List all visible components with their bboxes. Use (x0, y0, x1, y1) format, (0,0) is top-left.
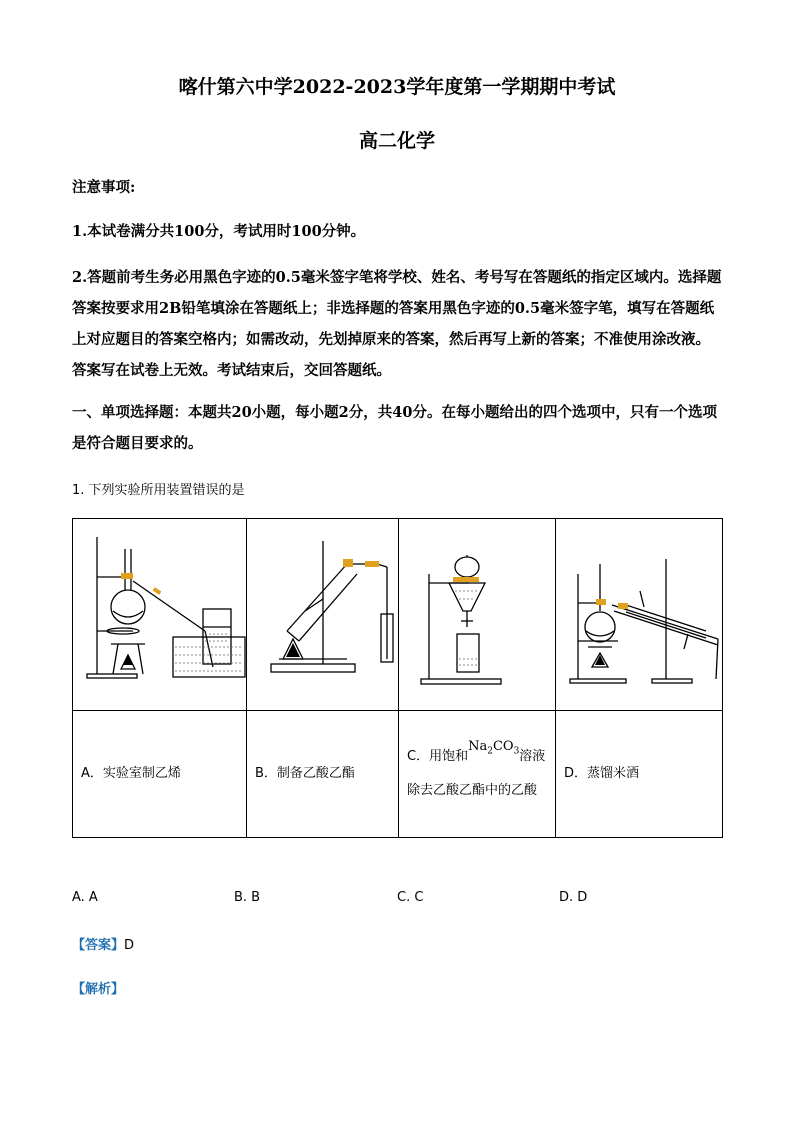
separation-apparatus-drawing (399, 519, 556, 710)
distillation-apparatus-drawing (556, 519, 723, 710)
ethyl-acetate-apparatus-drawing (247, 519, 399, 710)
ethylene-apparatus-drawing (73, 519, 247, 710)
exam-subtitle: 高二化学 (358, 130, 435, 152)
option-c-label (399, 711, 556, 838)
option-b-label: B．制备乙酸乙酯 (247, 711, 399, 838)
analysis-line (72, 978, 124, 997)
choice-c[interactable]: C. C (397, 890, 424, 905)
option-c-label-post: 溶液除去乙酸乙酯中的乙酸 (407, 748, 546, 799)
choice-a[interactable]: A. A (72, 890, 98, 905)
apparatus-c-cell (399, 519, 556, 711)
notes-item-2: 2.答题前考生务必用黑色字迹的0.5毫米签字笔将学校、姓名、考号写在答题纸的指定区域内。选择题答案按要求用2B铅笔填涂在答题纸上；非选择题的答案用黑色字迹的0.5毫米签字笔，填写在答题纸上对应题目的答案空格内；如需改动，先划掉原来的答案，然后再写上新的答案；不准使用涂改液。答案写在试卷上无效。考试结束后，交回答题纸。 (72, 269, 722, 379)
question-stem: 1. 下列实验所用装置错误的是 (72, 483, 245, 498)
option-d-label: D．蒸馏米酒 (556, 711, 723, 838)
apparatus-d-cell (556, 519, 723, 711)
formula-co: CO (492, 738, 514, 754)
exam-title: 喀什第六中学2022-2023学年度第一学期期中考试 (178, 76, 616, 98)
apparatus-b-cell (247, 519, 399, 711)
answer-line (72, 934, 134, 953)
option-c-label-pre: C．用饱和 (407, 748, 469, 764)
formula-sub-2: 2 (487, 746, 493, 757)
notes-heading: 注意事项: (72, 179, 136, 196)
apparatus-a-cell (73, 519, 247, 711)
choice-d[interactable]: D. D (559, 890, 588, 905)
analysis-tag: 【解析】 (72, 982, 125, 997)
formula-sub-3: 3 (513, 746, 520, 757)
option-a-label: A．实验室制乙烯 (73, 711, 247, 838)
answer-value: D (124, 938, 135, 953)
apparatus-table (72, 518, 723, 838)
notes-item-1: 1.本试卷满分共100分，考试用时100分钟。 (72, 223, 366, 240)
formula-na2co3 (468, 738, 520, 757)
section-heading: 一、单项选择题：本题共20小题，每小题2分，共40分。在每小题给出的四个选项中，只有一个选项是符合题目要求的。 (72, 404, 717, 452)
formula-na: Na (468, 738, 488, 754)
answer-tag: 【答案】 (72, 938, 125, 953)
choice-b[interactable]: B. B (234, 890, 261, 905)
